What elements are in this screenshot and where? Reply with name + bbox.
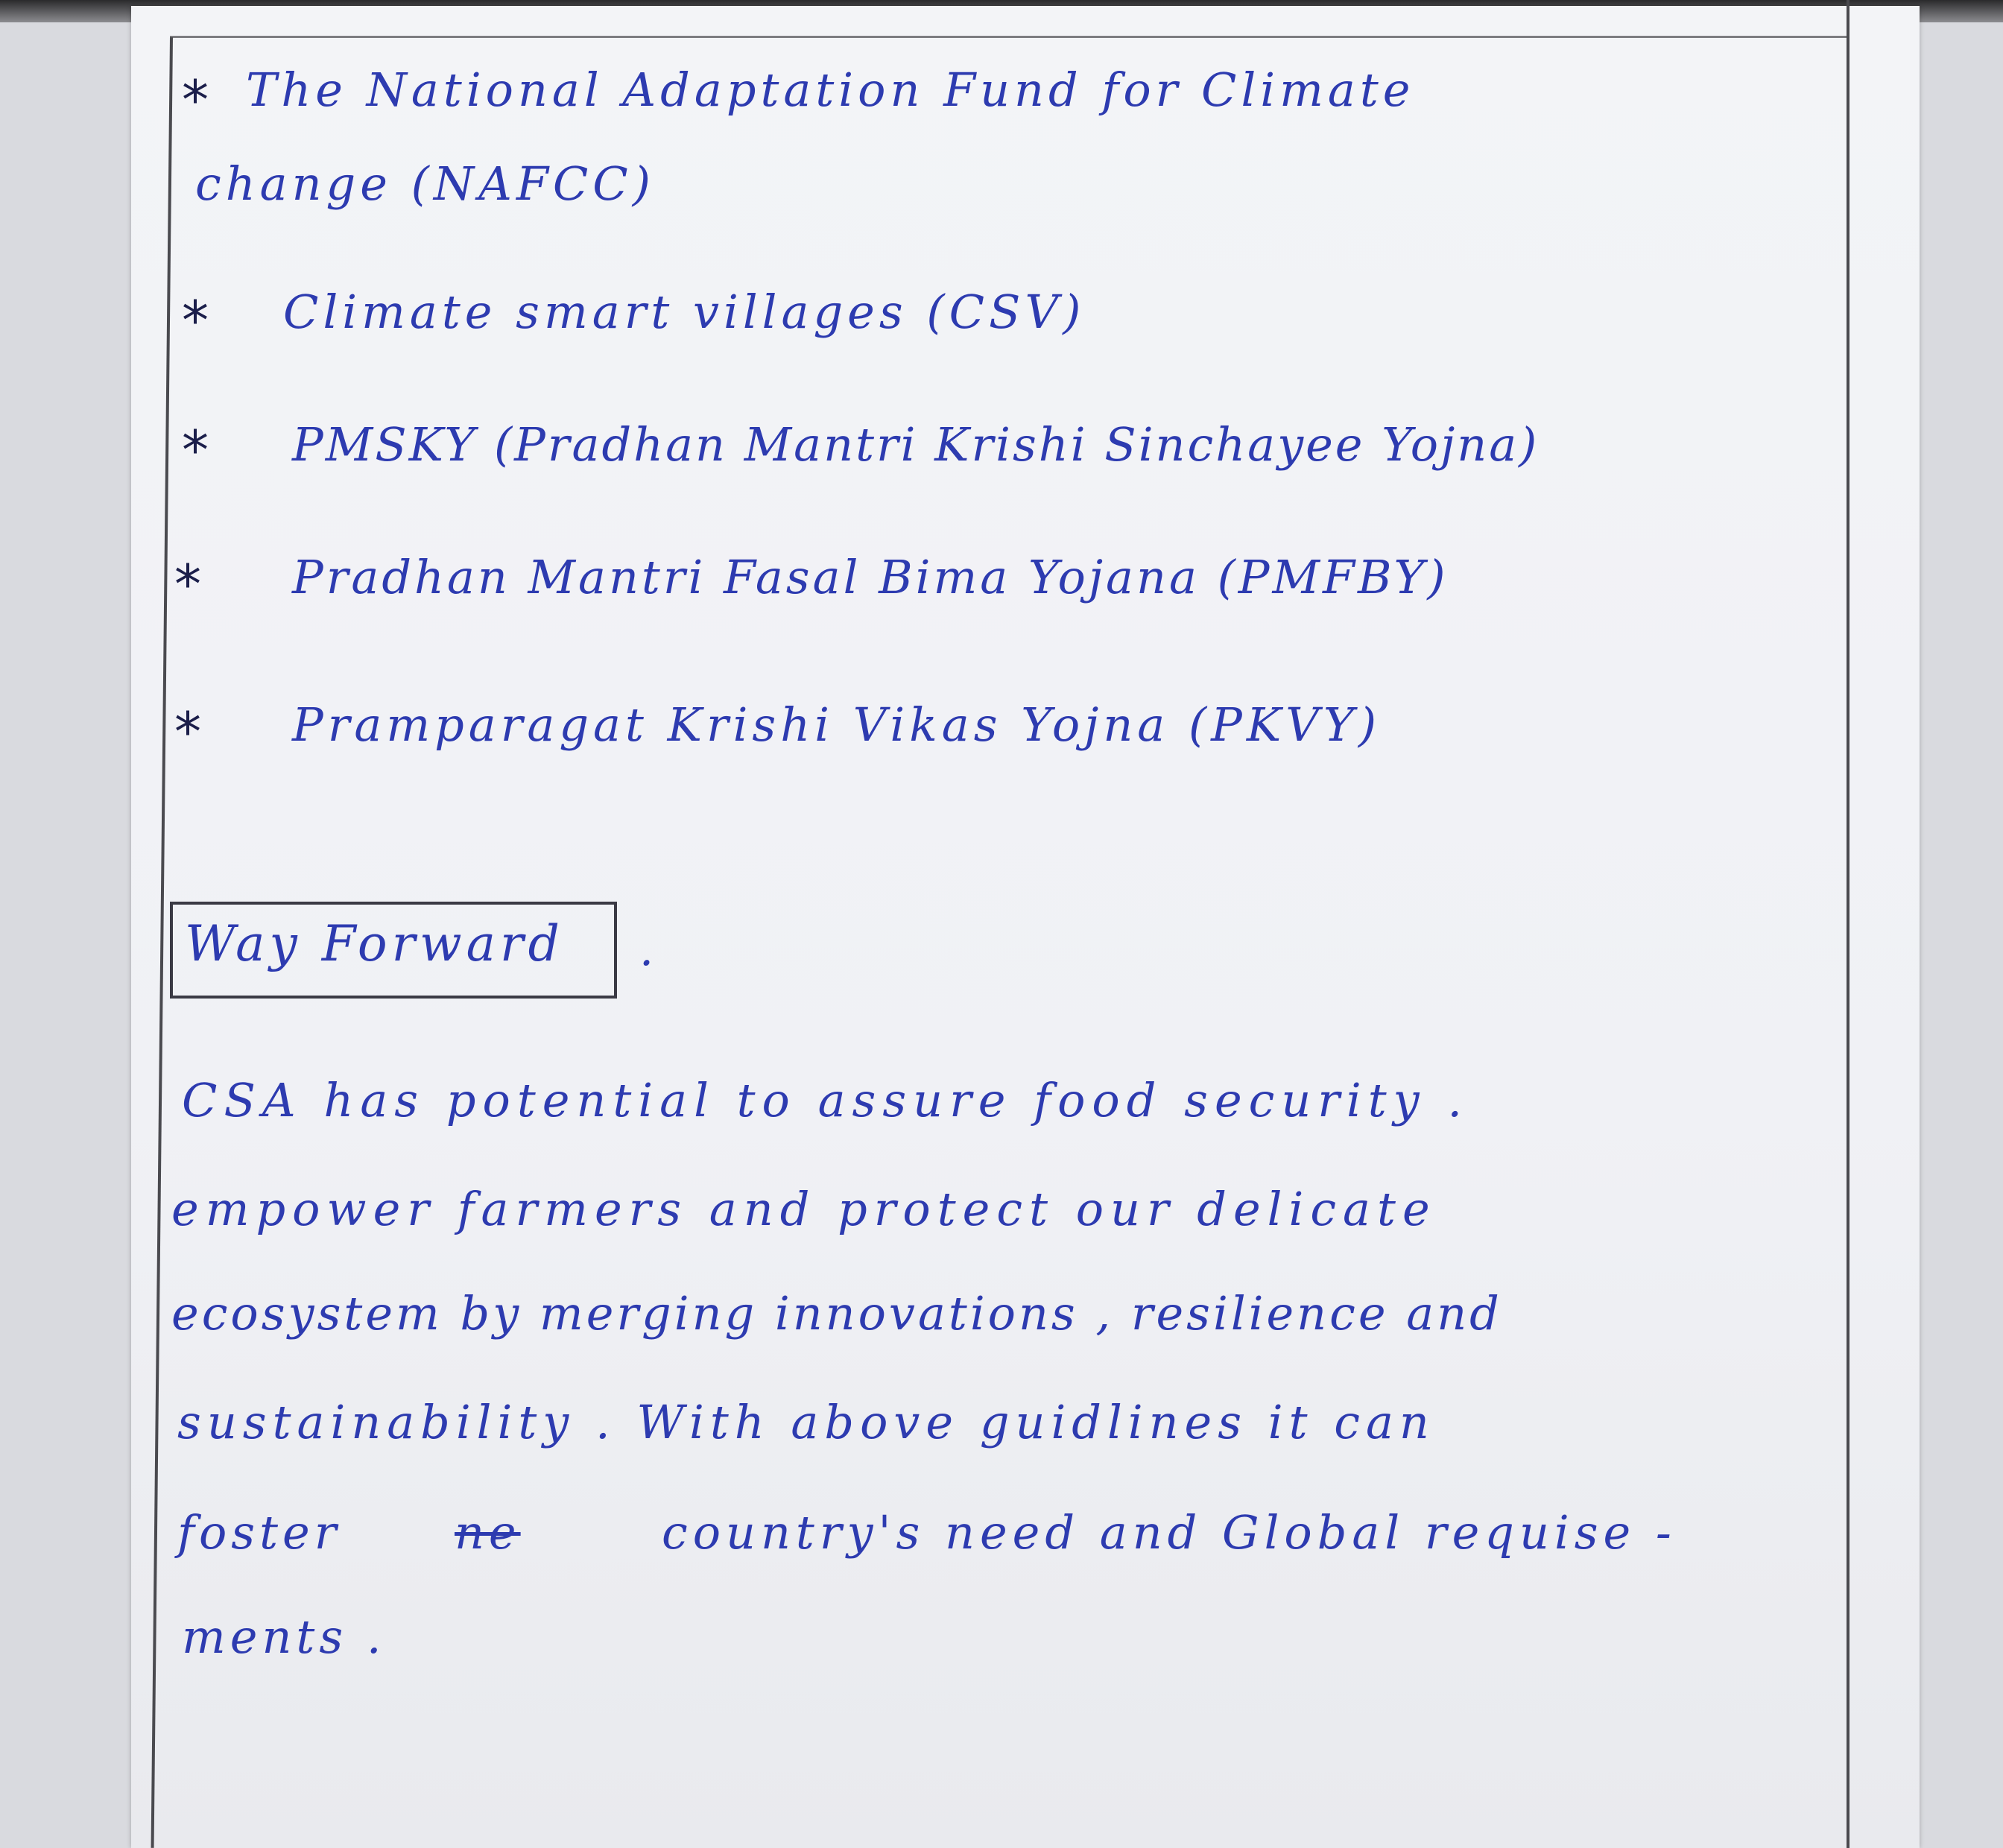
paragraph-line-6: ments . bbox=[182, 1610, 386, 1664]
paragraph-line-2: empower farmers and protect our delicate bbox=[171, 1182, 1437, 1236]
paragraph-line-4: sustainability . With above guidlines it can bbox=[177, 1395, 1435, 1449]
bullet-marker: * bbox=[182, 289, 209, 352]
paragraph-line-5-start: foster bbox=[177, 1505, 341, 1560]
paragraph-line-5-struck: ne bbox=[455, 1505, 521, 1560]
list-item-5: Pramparagat Krishi Vikas Yojna (PKVY) bbox=[292, 697, 1382, 752]
heading-dot: . bbox=[639, 924, 659, 976]
list-item-2: Climate smart villages (CSV) bbox=[283, 285, 1086, 339]
paragraph-line-3: ecosystem by merging innovations , resilience and bbox=[171, 1286, 1502, 1341]
list-item-3: PMSKY (Pradhan Mantri Krishi Sinchayee Yojna) bbox=[292, 417, 1540, 472]
paragraph-line-1: CSA has potential to assure food security . bbox=[182, 1073, 1469, 1127]
bullet-marker: * bbox=[174, 700, 201, 763]
right-margin-line bbox=[1847, 0, 1849, 1848]
page-top-rule bbox=[170, 36, 1847, 38]
paragraph-line-5-end: country's need and Global requise - bbox=[662, 1505, 1677, 1560]
bullet-marker: * bbox=[174, 553, 201, 616]
section-heading: Way Forward bbox=[185, 915, 564, 972]
list-item-1-line-1: The National Adaptation Fund for Climate bbox=[246, 63, 1415, 117]
list-item-1-line-2: change (NAFCC) bbox=[195, 156, 655, 211]
bullet-marker: * bbox=[182, 419, 209, 481]
list-item-4: Pradhan Mantri Fasal Bima Yojana (PMFBY) bbox=[292, 550, 1449, 604]
bullet-marker: * bbox=[182, 69, 209, 131]
